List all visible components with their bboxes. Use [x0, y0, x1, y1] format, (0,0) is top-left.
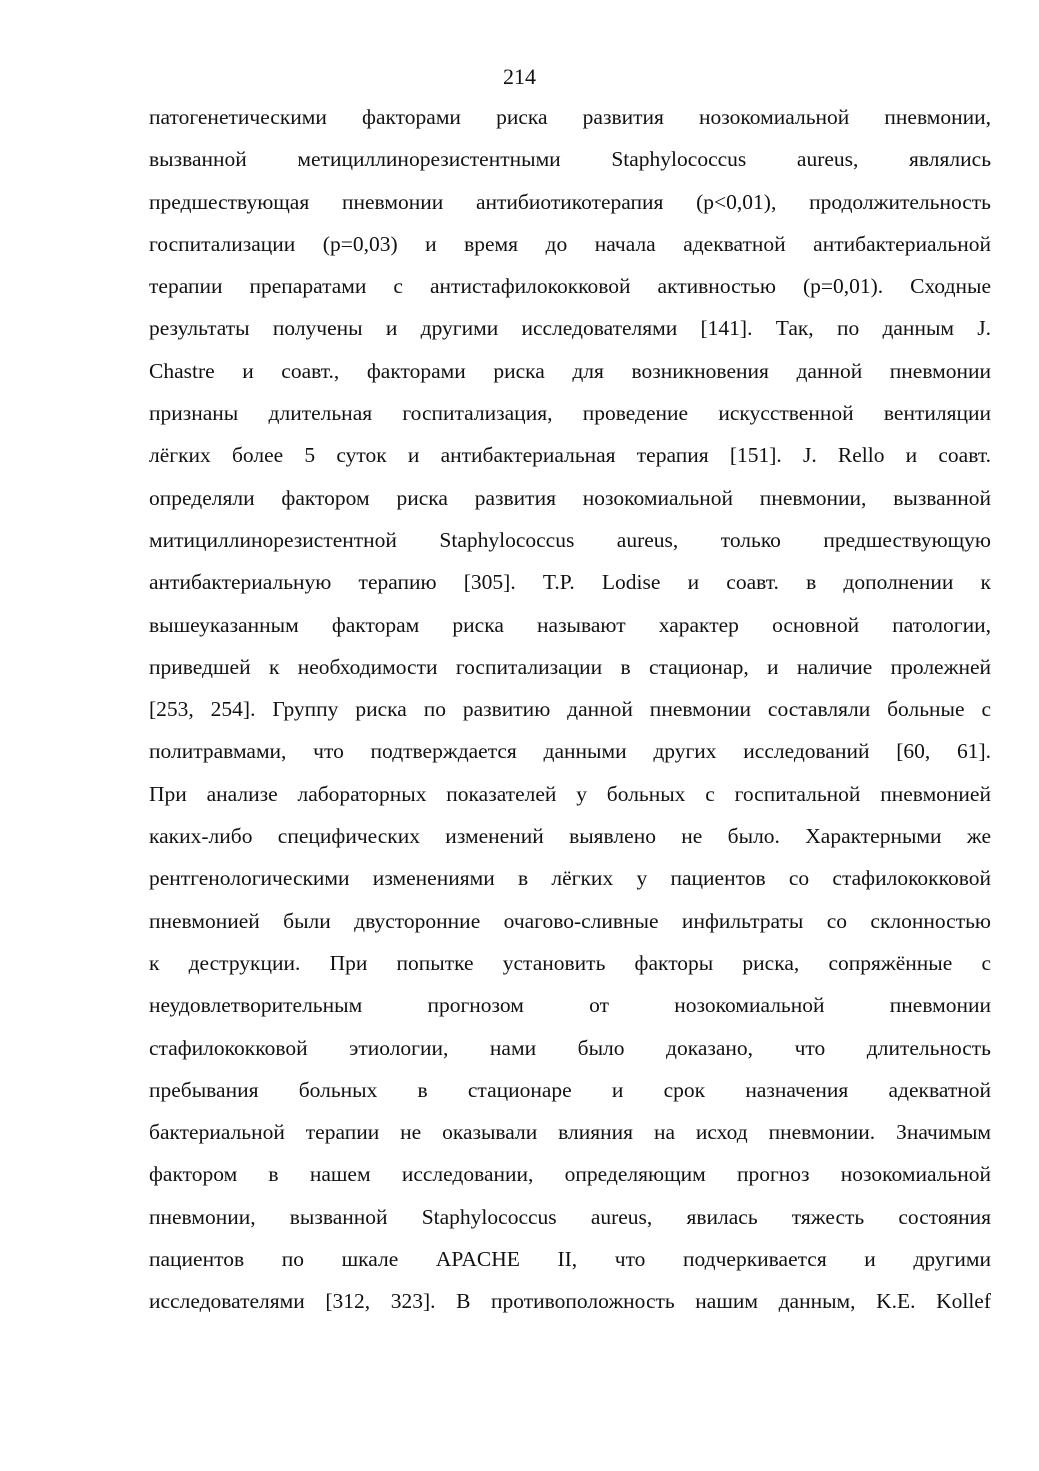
- text-line: исследователями [312, 323]. В противоположность нашим данным, K.E. Kollef: [149, 1289, 991, 1314]
- text-line: политравмами, что подтверждается данными других исследований [60, 61].: [149, 739, 991, 764]
- text-line: пребывания больных в стационаре и срок назначения адекватной: [149, 1077, 991, 1102]
- text-body: [149, 96, 991, 1323]
- text-line: бактериальной терапии не оказывали влияния на исход пневмонии. Значимым: [149, 1120, 991, 1145]
- text-line: приведшей к необходимости госпитализации в стационар, и наличие пролежней: [149, 654, 991, 679]
- text-line: стафилококковой этиологии, нами было доказано, что длительность: [149, 1035, 991, 1060]
- text-line: пневмонией были двусторонние очагово-сливные инфильтраты со склонностью: [149, 908, 991, 933]
- text-line: признаны длительная госпитализация, проведение искусственной вентиляции: [149, 401, 991, 426]
- text-line: вызванной метициллинорезистентными Staphylococcus aureus, являлись: [149, 147, 991, 172]
- page-number: 214: [503, 64, 536, 89]
- text-line: Chastre и соавт., факторами риска для возникновения данной пневмонии: [149, 358, 991, 383]
- text-line: терапии препаратами с антистафилококковой активностью (p=0,01). Сходные: [149, 274, 991, 299]
- text-line: результаты получены и другими исследователями [141]. Так, по данным J.: [149, 316, 991, 341]
- text-line: каких-либо специфических изменений выявлено не было. Характерными же: [149, 824, 991, 849]
- text-line: госпитализации (p=0,03) и время до начала адекватной антибактериальной: [149, 231, 991, 256]
- text-line: вышеуказанным факторам риска называют характер основной патологии,: [149, 612, 991, 637]
- text-line: определяли фактором риска развития нозокомиальной пневмонии, вызванной: [149, 485, 991, 510]
- text-line: неудовлетворительным прогнозом от нозокомиальной пневмонии: [149, 993, 991, 1018]
- text-line: антибактериальную терапию [305]. T.P. Lodise и соавт. в дополнении к: [149, 570, 991, 595]
- text-line: пациентов по шкале APACHE II, что подчеркивается и другими: [149, 1247, 991, 1272]
- text-line: При анализе лабораторных показателей у больных с госпитальной пневмонией: [149, 781, 991, 806]
- text-line: митициллинорезистентной Staphylococcus aureus, только предшествующую: [149, 527, 991, 552]
- text-line: патогенетическими факторами риска развития нозокомиальной пневмонии,: [149, 105, 991, 129]
- text-line: предшествующая пневмонии антибиотикотерапия (p<0,01), продолжительность: [149, 189, 991, 214]
- text-line: фактором в нашем исследовании, определяющим прогноз нозокомиальной: [149, 1162, 991, 1187]
- text-line: к деструкции. При попытке установить факторы риска, сопряжённые с: [149, 950, 991, 975]
- text-line: рентгенологическими изменениями в лёгких у пациентов со стафилококковой: [149, 866, 991, 891]
- text-line: [253, 254]. Группу риска по развитию данной пневмонии составляли больные с: [149, 697, 991, 722]
- text-line: лёгких более 5 суток и антибактериальная терапия [151]. J. Rello и соавт.: [149, 443, 991, 468]
- text-line: пневмонии, вызванной Staphylococcus aureus, явилась тяжесть состояния: [149, 1204, 991, 1229]
